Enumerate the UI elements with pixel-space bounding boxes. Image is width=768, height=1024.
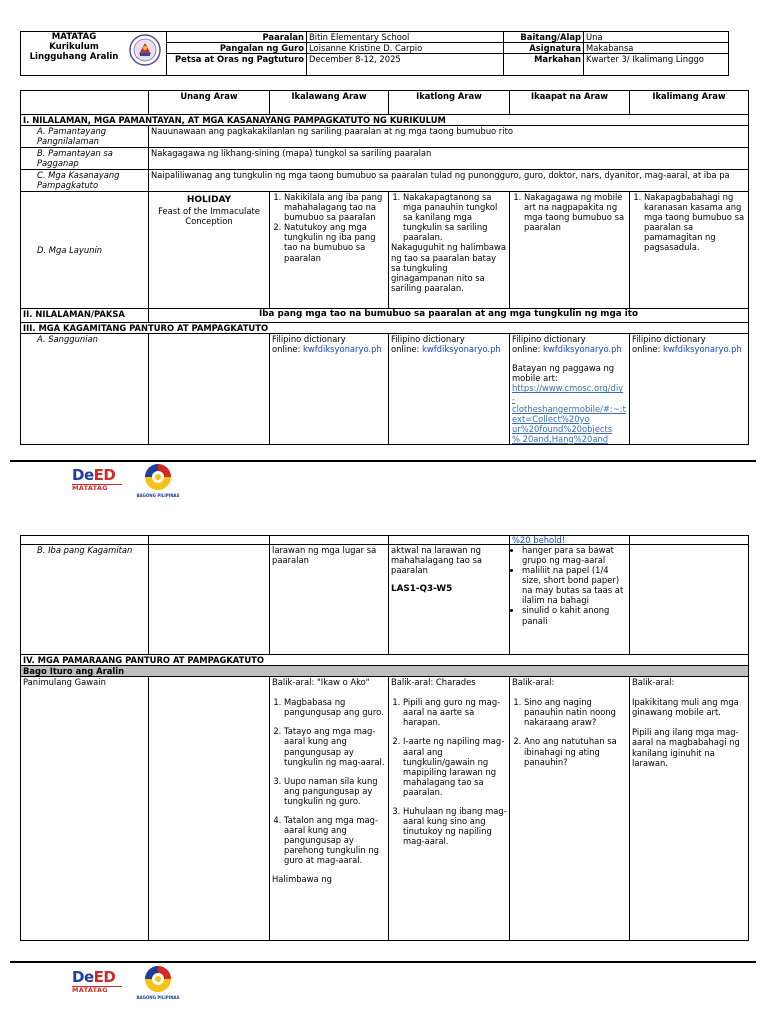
header-label: Markahan [504, 54, 584, 76]
list-item: 3. Uupo naman sila kung ang pangungusap ay tungkulin ng guro. [284, 776, 386, 806]
holiday-subtitle: Feast of the Immaculate Conception [158, 205, 260, 226]
bagong-pilipinas-logo: BAGONG PILIPINAS [134, 462, 182, 500]
row-label: Panimulang Gawain [21, 677, 149, 941]
header-label: Pangalan ng Guro [167, 43, 307, 54]
list-item: 4. Tatalon ang mga mag-aaral kung ang pangungusap ay parehong tungkulin ng guro at mag-aaral. [284, 815, 386, 865]
dictionary-link[interactable]: kwfdiksyonaryo.ph [422, 344, 501, 355]
content-standard-text: Nauunawaan ang pagkakakilanlan ng sariling paaralan at ng mga taong bumubuo rito [149, 126, 749, 148]
mobile-art-url[interactable]: https://www.cmosc.org/diy -clotheshangermobile/#:~:t ext=Collect%20yo ur%20found%20objects % 20and,Hang%20and [512, 383, 626, 444]
subsection-heading: Bago Ituro ang Aralin [21, 666, 749, 677]
competency-text: Naipaliliwanag ang tungkulin ng mga taong bumubuo sa paaralan tulad ng punongguro, guro, doktor, nars, dyanitor, mag-aaral, at iba pa [149, 170, 749, 192]
reference-day2: Filipino dictionary online: kwfdiksyonaryo.ph [270, 334, 389, 445]
dictionary-link[interactable]: kwfdiksyonaryo.ph [663, 344, 742, 355]
header-table [20, 31, 729, 76]
section-heading: IV. MGA PAMARAANG PANTURO AT PAMPAGKATUTO [21, 655, 749, 666]
bagong-pilipinas-emblem-icon [134, 462, 182, 492]
header-label: Baitang/Alap [504, 32, 584, 43]
day-header: Unang Araw [149, 91, 270, 115]
section-heading: III. MGA KAGAMITANG PANTURO AT PAMPAGKATUTO [21, 323, 749, 334]
row-label: B. Iba pang Kagamitan [21, 545, 149, 655]
reference-day3: Filipino dictionary online: kwfdiksyonaryo.ph [389, 334, 510, 445]
list-item: • sinulid o kahit anong panali [522, 605, 627, 625]
row-label: A. Sanggunian [21, 334, 149, 445]
mobile-art-basis: Batayan ng paggawa ng mobile art: [512, 363, 615, 384]
day-header: Ikalimang Araw [630, 91, 749, 115]
dictionary-link[interactable]: kwfdiksyonaryo.ph [303, 344, 382, 355]
section-heading: II. NILALAMAN/PAKSA [21, 309, 149, 323]
grade-value: Una [584, 32, 729, 43]
list-item: 1. Nakapagbabahagi ng karanasan kasama ang mga taong bumubuo sa paaralan sa pamamagitan ng pagsasadula. [644, 192, 746, 252]
quarter-value: Kwarter 3/ Ikalimang Linggo [584, 54, 729, 76]
objective-day5 [630, 192, 749, 309]
header-title-cell [21, 32, 167, 76]
reference-day5: Filipino dictionary online: kwfdiksyonaryo.ph [630, 334, 749, 445]
activity-day3: Balik-aral: Charades 1. Pipili ang guro ng mag-aaral na aarte sa harapan. 2. I-aarte ng napiling mag-aaral ang tungkulin/gawain ng mapipiling larawan ng mahalagang tao sa paaralan. 3. Huhulaan ng ibang mag-aaral kung sino ang tinutukoy ng napiling mag-aaral. [389, 677, 510, 941]
url-continuation[interactable]: %20 behold! [510, 536, 630, 545]
day-header: Ikatlong Araw [389, 91, 510, 115]
performance-standard-text: Nakagagawa ng likhang-sining (mapa) tungkol sa sariling paaralan [149, 148, 749, 170]
activity-day4: Balik-aral: 1. Sino ang naging panauhin natin noong nakaraang araw? 2. Ano ang natutuhan sa ibinahagi ng ating panauhin? [510, 677, 630, 941]
list-item: • hanger para sa bawat grupo ng mag-aaral [522, 545, 627, 565]
date-value: December 8-12, 2025 [307, 54, 504, 76]
objective-day4 [510, 192, 630, 309]
list-item: 1. Sino ang naging panauhin natin noong nakaraang araw? [524, 697, 627, 727]
row-label: B. Pamantayan sa Pagganap [21, 148, 149, 170]
row-label: C. Mga Kasanayang Pampagkatuto [21, 170, 149, 192]
list-item: 2. Natutukoy ang mga tungkulin ng iba pang tao na bumubuo sa paaralan [284, 222, 386, 262]
objective-day3-extra: Nakaguguhit ng halimbawa ng tao sa paaralan batay sa tungkuling ginagampanan nito sa sariling paaralan. [391, 242, 507, 293]
page-divider [10, 460, 756, 462]
day-header-row [21, 91, 749, 115]
header-label: Asignatura [504, 43, 584, 54]
dictionary-link[interactable]: kwfdiksyonaryo.ph [543, 344, 622, 355]
list-item: 2. Tatayo ang mga mag-aaral kung ang pangungusap ay tungkulin ng mag-aaral. [284, 726, 386, 766]
subject-value: Makabansa [584, 43, 729, 54]
header-label: Petsa at Oras ng Pagtuturo [167, 54, 307, 76]
header-title: MATATAG Kurikulum Lingguhang Aralin [29, 32, 119, 62]
material-day4 [510, 545, 630, 655]
objective-day2 [270, 192, 389, 309]
deped-matatag-logo: DeED MATATAG [72, 466, 128, 496]
activity-day2: Balik-aral: "Ikaw o Ako" 1. Magbabasa ng pangungusap ang guro. 2. Tatayo ang mga mag-aaral kung ang pangungusap ay tungkulin ng mag-aaral. 3. Uupo naman sila kung ang pangungusap ay tungkulin ng guro. 4. Tatalon ang mga mag-aaral kung ang pangungusap ay parehong tungkulin ng guro at mag-aaral. Halimbawa ng [270, 677, 389, 941]
list-item: 2. I-aarte ng napiling mag-aaral ang tungkulin/gawain ng mapipiling larawan ng mahalagang tao sa paaralan. [403, 736, 507, 796]
teacher-name-value: Loisanne Kristine D. Carpio [307, 43, 504, 54]
deped-matatag-logo: DeED MATATAG [72, 968, 128, 998]
day-header: Ikaapat na Araw [510, 91, 630, 115]
bagong-pilipinas-emblem-icon [134, 964, 182, 994]
reference-day4: Filipino dictionary online: kwfdiksyonaryo.ph Batayan ng paggawa ng mobile art: https://www.cmosc.org/diy -clotheshangermobile/#:~:t ext=Collect%20yo ur%20found%20objects % 20and,Hang%20and [510, 334, 630, 445]
list-item: 1. Nakakapagtanong sa mga panauhin tungkol sa kanilang mga tungkulin sa sariling paaralan. [403, 192, 507, 242]
section-heading: I. NILALAMAN, MGA PAMANTAYAN, AT MGA KASANAYANG PAMPAGKATUTO NG KURIKULUM [21, 115, 749, 126]
school-name-value: Bitin Elementary School [307, 32, 504, 43]
list-item: 2. Ano ang natutuhan sa ibinahagi ng ating panauhin? [524, 736, 627, 766]
holiday-cell [149, 192, 270, 309]
las-code: LAS1-Q3-W5 [391, 584, 453, 595]
topic-text: Iba pang mga tao na bumubuo sa paaralan at ang mga tungkulin ng mga ito [149, 309, 749, 323]
objective-day3 [389, 192, 510, 309]
row-label: D. Mga Layunin [21, 192, 149, 309]
material-day3: aktwal na larawan ng mahahalagang tao sa paaralan LAS1-Q3-W5 [389, 545, 510, 655]
list-item: 1. Magbabasa ng pangungusap ang guro. [284, 697, 386, 717]
list-item: 1. Nakikilala ang iba pang mahahalagang tao na bumubuo sa paaralan [284, 192, 386, 222]
deped-seal-icon [129, 34, 161, 66]
page-divider [10, 961, 756, 963]
header-label: Paaralan [167, 32, 307, 43]
material-day2: larawan ng mga lugar sa paaralan [270, 545, 389, 655]
day-header: Ikalawang Araw [270, 91, 389, 115]
row-label: A. Pamantayang Pangnilalaman [21, 126, 149, 148]
bagong-pilipinas-logo: BAGONG PILIPINAS [134, 964, 182, 1002]
list-item: 3. Huhulaan ng ibang mag-aaral kung sino ang tinutukoy ng napiling mag-aaral. [403, 806, 507, 846]
activity-day5: Balik-aral: Ipakikitang muli ang mga ginawang mobile art. Pipili ang ilang mga mag-aaral na magbabahagi ng kanilang iginuhit na larawan. [630, 677, 749, 941]
holiday-title: HOLIDAY [186, 195, 232, 206]
lesson-plan-table-page2 [20, 535, 749, 941]
lesson-plan-table-page1 [20, 90, 749, 445]
list-item: 1. Nakagagawa ng mobile art na nagpapakita ng mga taong bumubuo sa paaralan [524, 192, 627, 232]
list-item: 1. Pipili ang guro ng mag-aaral na aarte sa harapan. [403, 697, 507, 727]
list-item: • maliliit na papel (1/4 size, short bond paper) na may butas sa taas at ilalim na bahagi [522, 565, 627, 605]
